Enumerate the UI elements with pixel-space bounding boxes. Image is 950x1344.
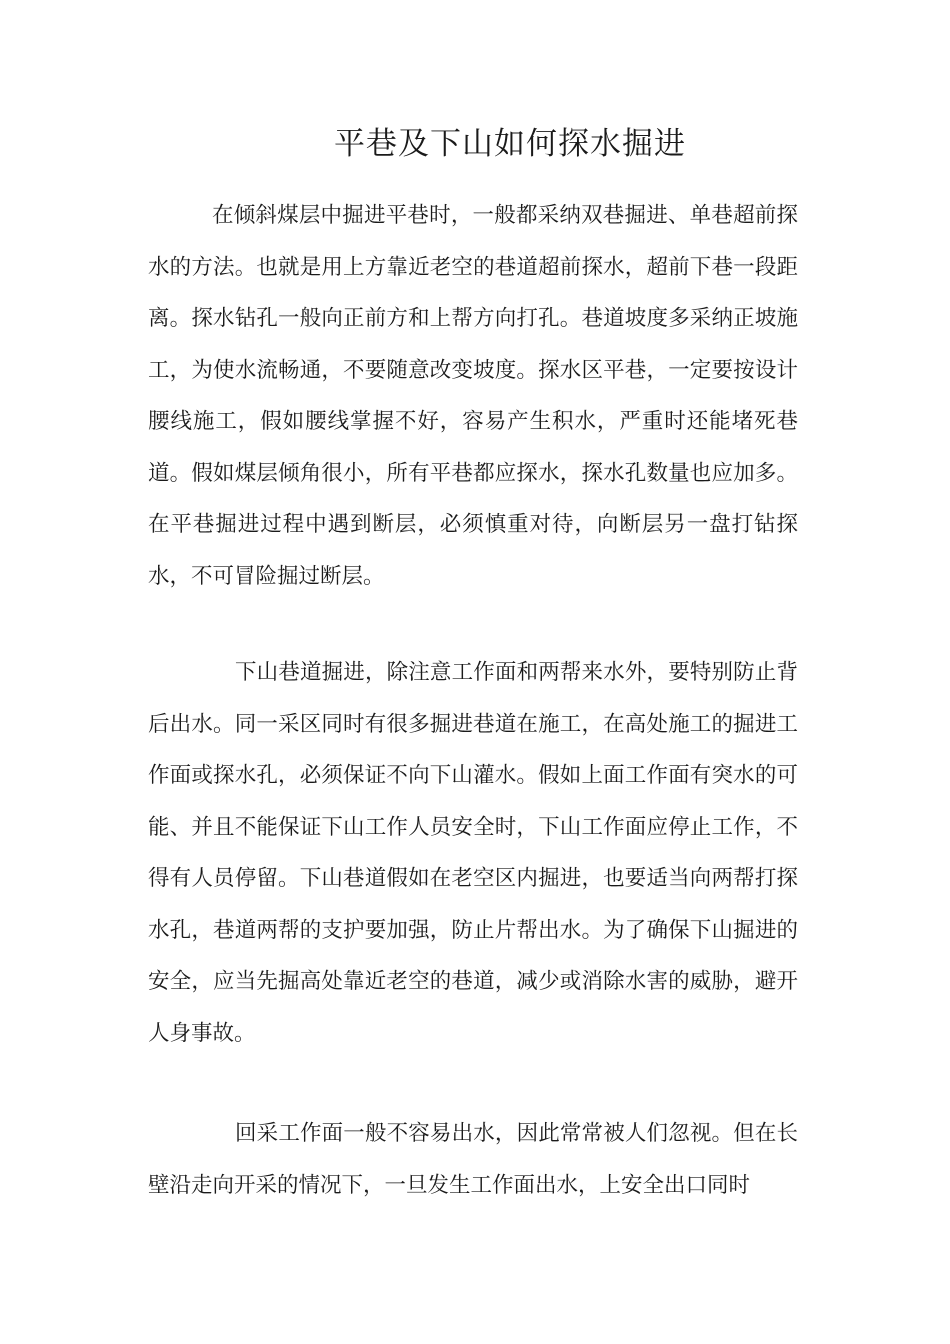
- paragraph-flat-roadway: 在倾斜煤层中掘进平巷时，一般都采纳双巷掘进、单巷超前探水的方法。也就是用上方靠近老空的巷道超前探水，超前下巷一段距离。探水钻孔一般向正前方和上帮方向打孔。巷道坡度多采纳正坡施工，为使水流畅通，不要随意改变坡度。探水区平巷，一定要按设计腰线施工，假如腰线掌握不好，容易产生积水，严重时还能堵死巷道。假如煤层倾角很小，所有平巷都应探水，探水孔数量也应加多。在平巷掘进过程中遇到断层，必须慎重对待，向断层另一盘打钻探水，不可冒险掘过断层。: [148, 203, 798, 589]
- page-title: 平巷及下山如何探水掘进: [334, 126, 686, 162]
- paragraph-downhill-roadway: 下山巷道掘进，除注意工作面和两帮来水外，要特别防止背后出水。同一采区同时有很多掘进巷道在施工，在高处施工的掘进工作面或探水孔，必须保证不向下山灌水。假如上面工作面有突水的可能、并且不能保证下山工作人员安全时，下山工作面应停止工作，不得有人员停留。下山巷道假如在老空区内掘进，也要适当向两帮打探水孔，巷道两帮的支护要加强，防止片帮出水。为了确保下山掘进的安全，应当先掘高处靠近老空的巷道，减少或消除水害的威胁，避开人身事故。: [148, 660, 798, 1046]
- paragraph-mining-face: 回采工作面一般不容易出水，因此常常被人们忽视。但在长壁沿走向开采的情况下，一旦发生工作面出水，上安全出口同时: [148, 1121, 798, 1198]
